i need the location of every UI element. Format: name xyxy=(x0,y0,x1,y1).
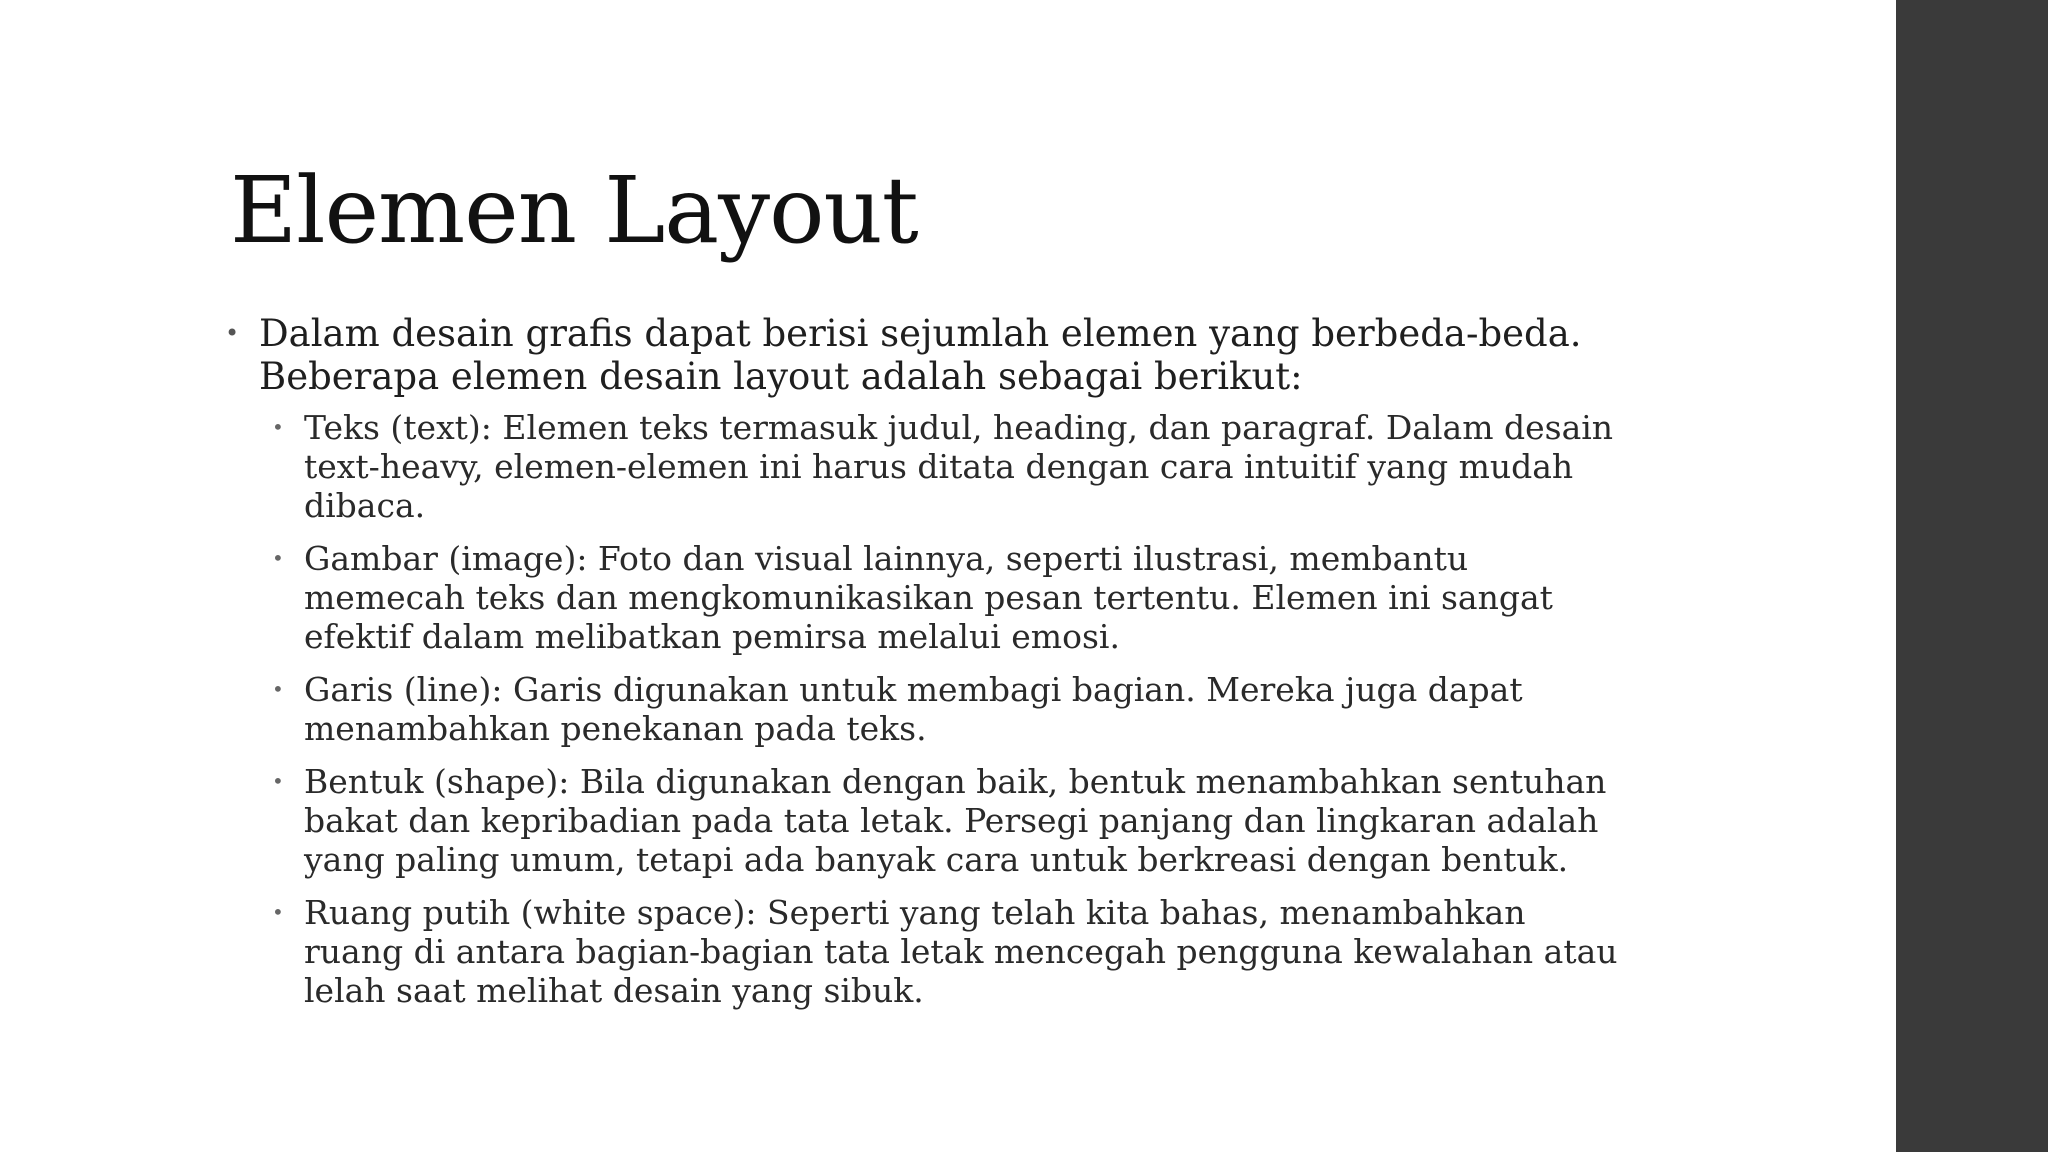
sub-bullet-text xyxy=(304,670,1662,748)
sub-bullet-shape-element xyxy=(270,762,1662,879)
sub-bullet-text xyxy=(304,762,1662,879)
sub-bullet-dot-icon: • xyxy=(272,415,284,439)
sub-bullet-line: menambahkan penekanan pada teks. xyxy=(304,709,927,748)
slide-body xyxy=(222,312,1662,1024)
sub-bullet-line: efektif dalam melibatkan pemirsa melalui emosi. xyxy=(304,617,1120,656)
sub-bullet-line: memecah teks dan mengkomunikasikan pesan tertentu. Elemen ini sangat xyxy=(304,578,1553,617)
sub-bullet-line: Bentuk (shape): Bila digunakan dengan baik, bentuk menambahkan sentuhan xyxy=(304,762,1607,801)
sub-bullet-line: dibaca. xyxy=(304,486,426,525)
sub-bullet-list xyxy=(222,408,1662,1010)
sub-bullet-line: yang paling umum, tetapi ada banyak cara untuk berkreasi dengan bentuk. xyxy=(304,840,1569,879)
sub-bullet-line: Ruang putih (white space): Seperti yang telah kita bahas, menambahkan xyxy=(304,893,1526,932)
sub-bullet-dot-icon: • xyxy=(272,546,284,570)
sub-bullet-text xyxy=(304,539,1662,656)
sub-bullet-dot-icon: • xyxy=(272,769,284,793)
sub-bullet-text-element xyxy=(270,408,1662,525)
intro-line: Beberapa elemen desain layout adalah sebagai berikut: xyxy=(259,355,1303,398)
sub-bullet-dot-icon: • xyxy=(272,677,284,701)
bullet-intro xyxy=(222,312,1662,398)
bullet-intro-text xyxy=(259,312,1582,398)
sub-bullet-line-element xyxy=(270,670,1662,748)
sub-bullet-white-space-element xyxy=(270,893,1662,1010)
sub-bullet-line: Teks (text): Elemen teks termasuk judul, heading, dan paragraf. Dalam desain xyxy=(304,408,1614,447)
bullet-dot-icon: • xyxy=(225,319,240,347)
sub-bullet-line: Garis (line): Garis digunakan untuk membagi bagian. Mereka juga dapat xyxy=(304,670,1523,709)
sub-bullet-line: bakat dan kepribadian pada tata letak. Persegi panjang dan lingkaran adalah xyxy=(304,801,1599,840)
intro-line: Dalam desain grafis dapat berisi sejumlah elemen yang berbeda-beda. xyxy=(259,312,1582,355)
slide-title: Elemen Layout xyxy=(230,157,918,264)
sub-bullet-line: Gambar (image): Foto dan visual lainnya, seperti ilustrasi, membantu xyxy=(304,539,1469,578)
sub-bullet-text xyxy=(304,408,1662,525)
sub-bullet-line: lelah saat melihat desain yang sibuk. xyxy=(304,971,924,1010)
right-accent-bar xyxy=(1896,0,2048,1152)
sub-bullet-image-element xyxy=(270,539,1662,656)
sub-bullet-text xyxy=(304,893,1662,1010)
sub-bullet-line: text-heavy, elemen-elemen ini harus ditata dengan cara intuitif yang mudah xyxy=(304,447,1574,486)
sub-bullet-dot-icon: • xyxy=(272,900,284,924)
sub-bullet-line: ruang di antara bagian-bagian tata letak mencegah pengguna kewalahan atau xyxy=(304,932,1618,971)
